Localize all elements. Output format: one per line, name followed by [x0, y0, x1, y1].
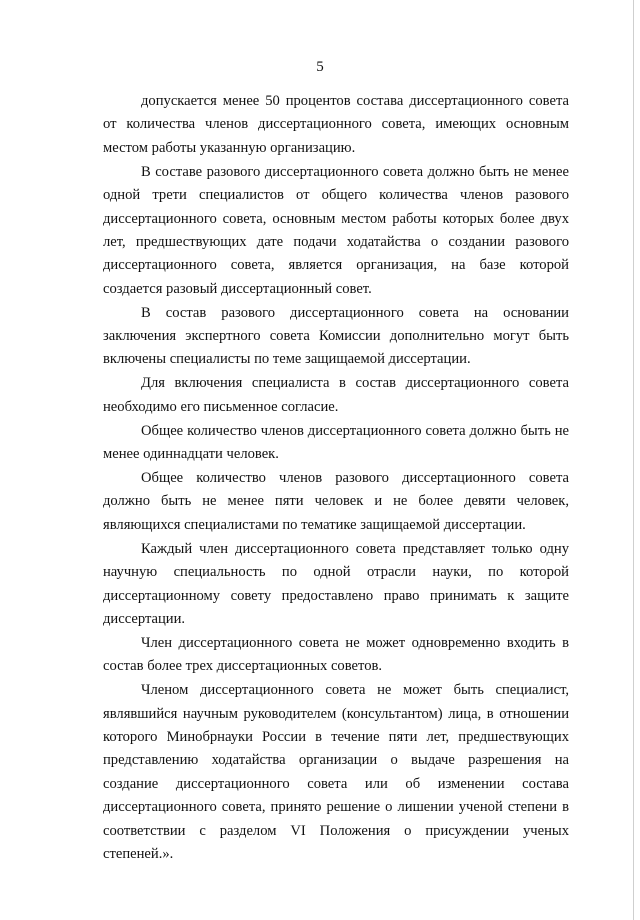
scan-edge-line — [633, 0, 634, 920]
paragraph-9: Членом диссертационного совета не может быть специалист, являвшийся научным руководителем (консультантом) лица, в отношении которого Минобрнауки России в течение пяти лет, предшествующих представлению ходатайства организации о выдаче разрешения на создание диссертационного совета или об изменении состава диссертационного совета, принято решение о лишении ученой степени в соответствии с разделом VI Положения о присуждении ученых степеней.». — [103, 682, 569, 862]
document-body — [103, 90, 569, 866]
paragraph-3: В состав разового диссертационного совета на основании заключения экспертного совета Комиссии дополнительно могут быть включены специалисты по теме защищаемой диссертации. — [103, 304, 569, 368]
page-number: 5 — [316, 59, 324, 75]
paragraph-4: Для включения специалиста в состав диссертационного совета необходимо его письменное согласие. — [103, 375, 569, 415]
paragraph-7: Каждый член диссертационного совета представляет только одну научную специальность по одной отрасли науки, по которой диссертационному совету предоставлено право принимать к защите диссертации. — [103, 540, 569, 627]
paragraph-5: Общее количество членов диссертационного совета должно быть не менее одиннадцати человек. — [103, 422, 569, 463]
paragraph-1: допускается менее 50 процентов состава диссертационного совета от количества членов диссертационного совета, имеющих основным местом работы указанную организацию. — [103, 93, 569, 156]
paragraph-6: Общее количество членов разового диссертационного совета должно быть не менее пяти человек и не более девяти человек, являющихся специалистами по тематике защищаемой диссертации. — [103, 470, 569, 533]
paragraph-8: Член диссертационного совета не может одновременно входить в состав более трех диссертационных советов. — [103, 634, 569, 675]
paragraph-2: В составе разового диссертационного совета должно быть не менее одной трети специалистов от общего количества членов разового диссертационного совета, основным местом работы которых более двух лет, предшествующих дате подачи ходатайства о создании разового диссертационного совета, является организация, на базе которой создается разовый диссертационный совет. — [103, 163, 569, 297]
